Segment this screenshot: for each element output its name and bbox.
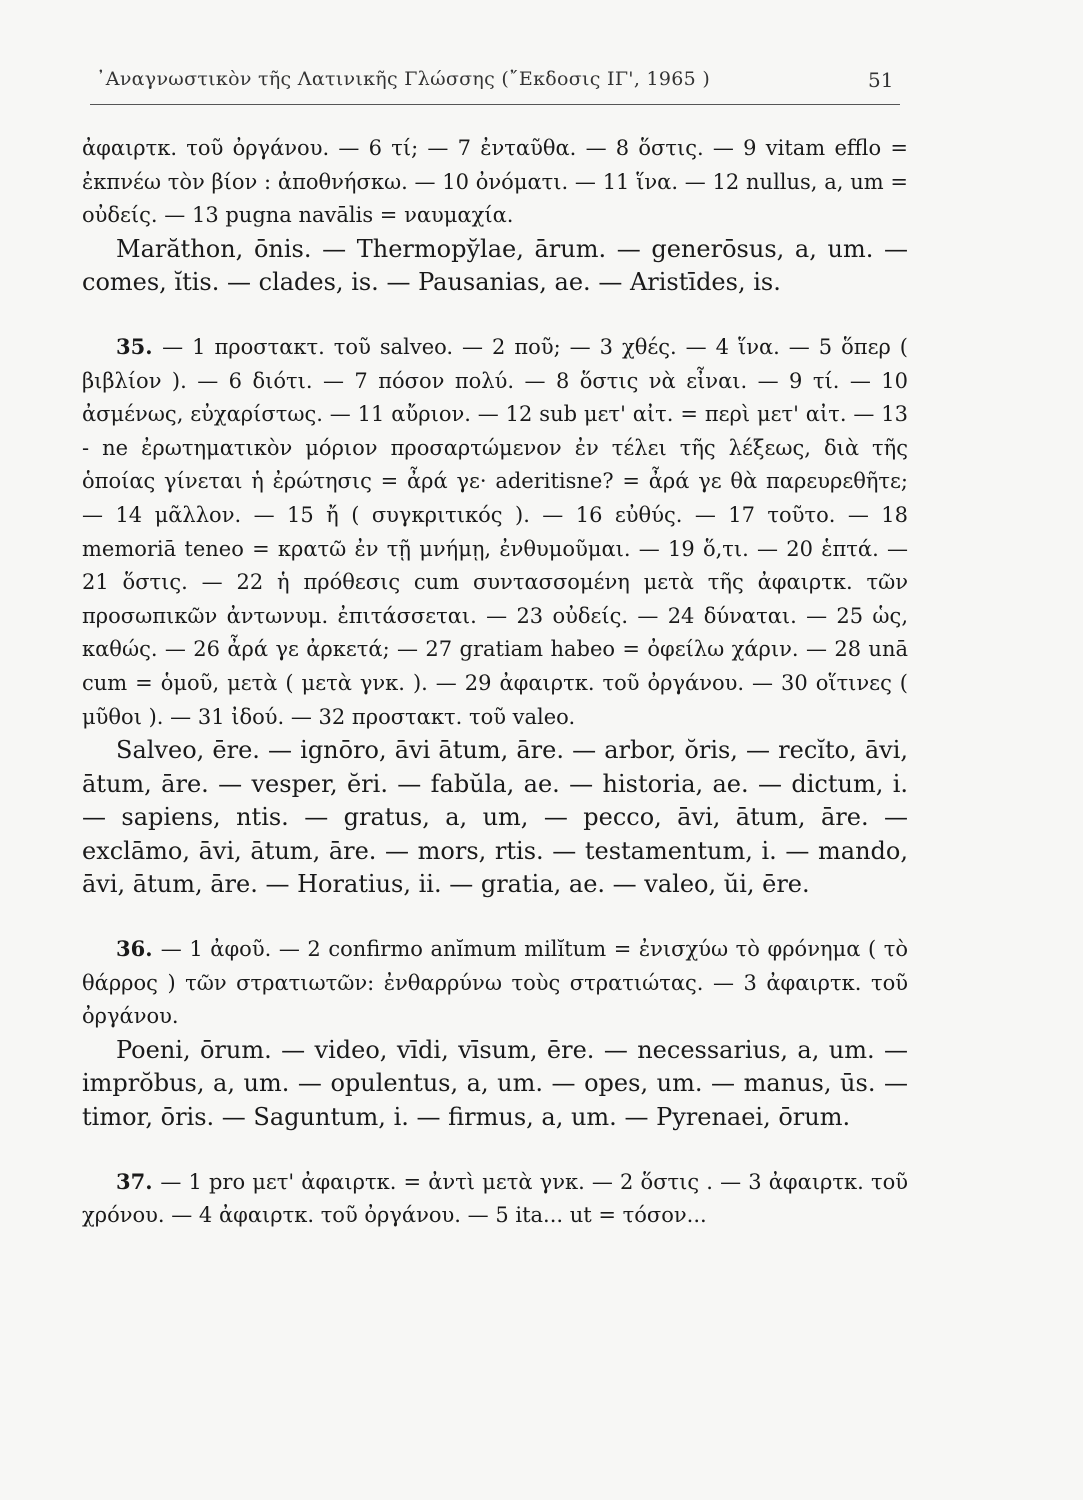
section-number: 37. — [116, 1168, 161, 1194]
section-34-gloss: ἀφαιρτκ. τοῦ ὀργάνου. — 6 τί; — 7 ἐνταῦθα. — 8 ὅστις. — 9 vitam efflo = ἐκπνέω τὸν βίον : ἀποθνήσκω. — 10 ὀνόματι. — 11 ἵνα. — 12 nullus, a, um = οὐδείς. — 13 pugna navālis = ναυμαχία. — [82, 136, 908, 228]
page-body — [82, 132, 908, 1233]
section-35-gloss — [82, 330, 908, 734]
section-36-gloss — [82, 932, 908, 1034]
section-gloss-text: — 1 προστακτ. τοῦ salveo. — 2 ποῦ; — 3 χθές. — 4 ἵνα. — 5 ὅπερ ( βιβλίον ). — 6 διότι. — 7 πόσον πολύ. — 8 ὅστις νὰ εἶναι. — 9 τί. — 10 ἀσμένως, εὐχαρίστως. — 11 αὔριον. — 12 sub μετ' αἰτ. = περὶ μετ' αἰτ. — 13 - ne ἐρωτηματικὸν μόριον προσαρτώμενον ἐν τέλει τῆς λέξεως, διὰ τῆς ὁποίας γίνεται ἡ ἐρώτησις = ἆρά γε· aderitisne? = ἆρά γε θὰ παρευρεθῆτε; — 14 μᾶλλον. — 15 ἤ ( συγκριτικός ). — 16 εὐθύς. — 17 τοῦτο. — 18 memoriā teneo = κρατῶ ἐν τῇ μνήμῃ, ἐνθυμοῦμαι. — 19 ὅ,τι. — 20 ἑπτά. — 21 ὅστις. — 22 ἡ πρόθεσις cum συντασσομένη μετὰ τῆς ἀφαιρτκ. τῶν προσωπικῶν ἀντωνυμ. ἐπιτάσσεται. — 23 οὐδείς. — 24 δύναται. — 25 ὡς, καθώς. — 26 ἆρά γε ἀρκετά; — 27 gratiam habeo = ὀφείλω χάριν. — 28 unā cum = ὁμοῦ, μετὰ ( μετὰ γνκ. ). — 29 ἀφαιρτκ. τοῦ ὀργάνου. — 30 οἵτινες ( μῦθοι ). — 31 ἰδού. — 32 προστακτ. τοῦ valeo. — [82, 334, 908, 729]
header-rule — [90, 104, 900, 105]
section-36-vocab: Poeni, ōrum. — video, vīdi, vīsum, ēre. — necessarius, a, um. — imprŏbus, a, um. — opulentus, a, um. — opes, um. — manus, ūs. — timor, ōris. — Saguntum, i. — firmus, a, um. — Pyrenaei, ōrum. — [82, 1035, 908, 1132]
section-number: 36. — [116, 936, 161, 962]
section-gloss-text: — 1 ἀφοῦ. — 2 confirmo anĭmum milĭtum = ἐνισχύω τὸ φρόνημα ( τὸ θάρρος ) τῶν στρατιωτῶν: ἐνθαρρύνω τοὺς στρατιώτας. — 3 ἀφαιρτκ. τοῦ ὀργάνου. — [82, 937, 908, 1029]
section-34-vocab: Marăthon, ōnis. — Thermopy̆lae, ārum. — generōsus, a, um. — comes, ĭtis. — clades, is. — Pausanias, ae. — Aristīdes, is. — [82, 234, 908, 297]
section-gloss-text: — 1 pro μετ' ἀφαιρτκ. = ἀντὶ μετὰ γνκ. — 2 ὅστις . — 3 ἀφαιρτκ. τοῦ χρόνου. — 4 ἀφαιρτκ. τοῦ ὀργάνου. — 5 ita... ut = τόσον... — [82, 1169, 908, 1228]
section-number: 35. — [116, 333, 163, 359]
section-35-vocab: Salveo, ēre. — ignōro, āvi ātum, āre. — arbor, ŏris, — recĭto, āvi, ātum, āre. — vesper, ĕri. — fabŭla, ae. — historia, ae. — dictum, i. — sapiens, ntis. — gratus, a, um, — pecco, āvi, ātum, āre. — exclāmo, āvi, ātum, āre. — mors, rtis. — testamentum, i. — mando, āvi, ātum, āre. — Horatius, ii. — gratia, ae. — valeo, ŭi, ēre. — [82, 736, 908, 899]
section-37-gloss — [82, 1165, 908, 1233]
page-number: 51 — [868, 68, 894, 92]
running-title: ᾿Αναγνωστικὸν τῆς Λατινικῆς Γλώσσης (῎Εκδοσις ΙΓ', 1965 ) — [96, 68, 711, 90]
